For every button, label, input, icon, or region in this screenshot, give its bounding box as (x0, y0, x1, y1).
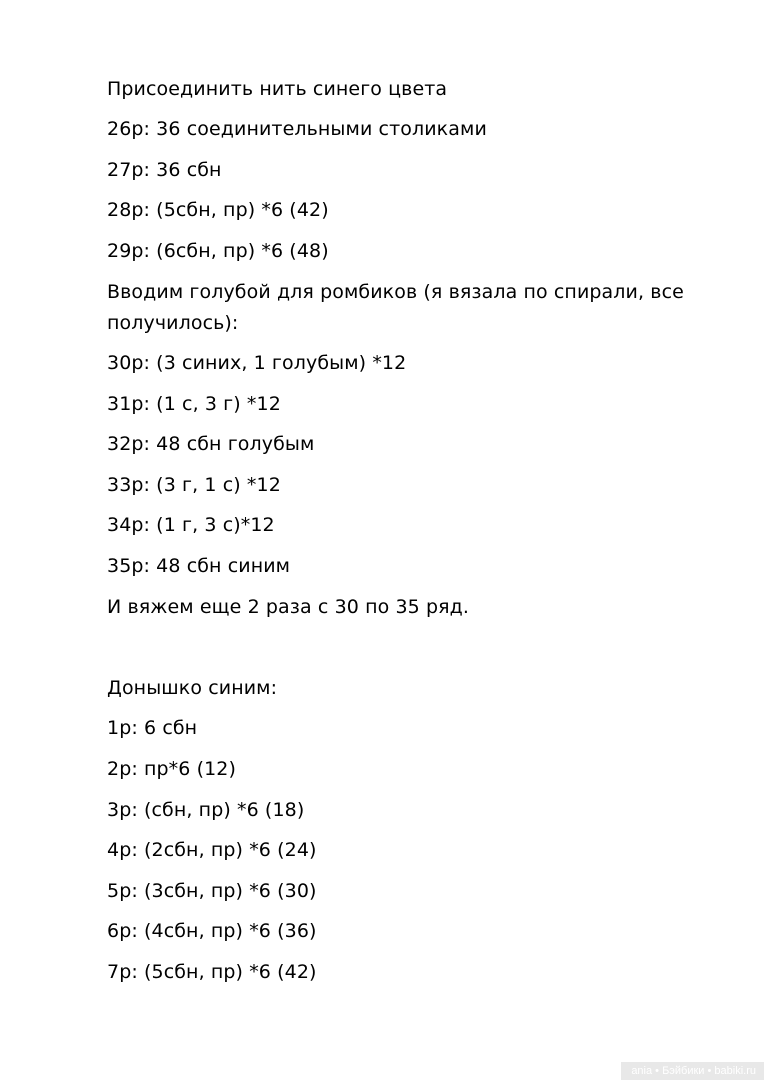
text-line-row-34: 34р: (1 г, 3 с)*12 (107, 514, 275, 536)
text-line-row-30: 30р: (3 синих, 1 голубым) *12 (107, 352, 407, 374)
text-line-bottom-row-4: 4р: (2сбн, пр) *6 (24) (107, 839, 317, 861)
text-line-row-31: 31р: (1 с, 3 г) *12 (107, 393, 281, 415)
text-line-repeat: И вяжем еще 2 раза с 30 по 35 ряд. (107, 596, 470, 618)
text-line-bottom-row-7: 7р: (5сбн, пр) *6 (42) (107, 961, 317, 983)
text-line-bottom-row-3: 3р: (сбн, пр) *6 (18) (107, 799, 305, 821)
text-line-row-35: 35р: 48 сбн синим (107, 555, 291, 577)
text-line-bottom-row-6: 6р: (4сбн, пр) *6 (36) (107, 920, 317, 942)
text-line-diamonds-intro: Вводим голубой для ромбиков (я вязала по спирали, все (107, 281, 684, 303)
text-line-row-26: 26р: 36 соединительными столиками (107, 118, 487, 140)
text-line-bottom-row-2: 2р: пр*6 (12) (107, 758, 237, 780)
text-line-intro: Присоединить нить синего цвета (107, 78, 448, 100)
text-line-diamonds-intro-cont: получилось): (107, 312, 239, 334)
text-line-bottom-heading: Донышко синим: (107, 677, 278, 699)
text-line-bottom-row-1: 1р: 6 сбн (107, 717, 198, 739)
watermark: ania • Бэйбики • babiki.ru (621, 1062, 764, 1080)
text-line-row-33: 33р: (3 г, 1 с) *12 (107, 474, 281, 496)
text-line-row-27: 27р: 36 сбн (107, 159, 222, 181)
text-line-row-28: 28р: (5сбн, пр) *6 (42) (107, 199, 329, 221)
text-line-row-32: 32р: 48 сбн голубым (107, 433, 315, 455)
text-line-row-29: 29р: (6сбн, пр) *6 (48) (107, 240, 329, 262)
text-line-bottom-row-5: 5р: (3сбн, пр) *6 (30) (107, 880, 317, 902)
